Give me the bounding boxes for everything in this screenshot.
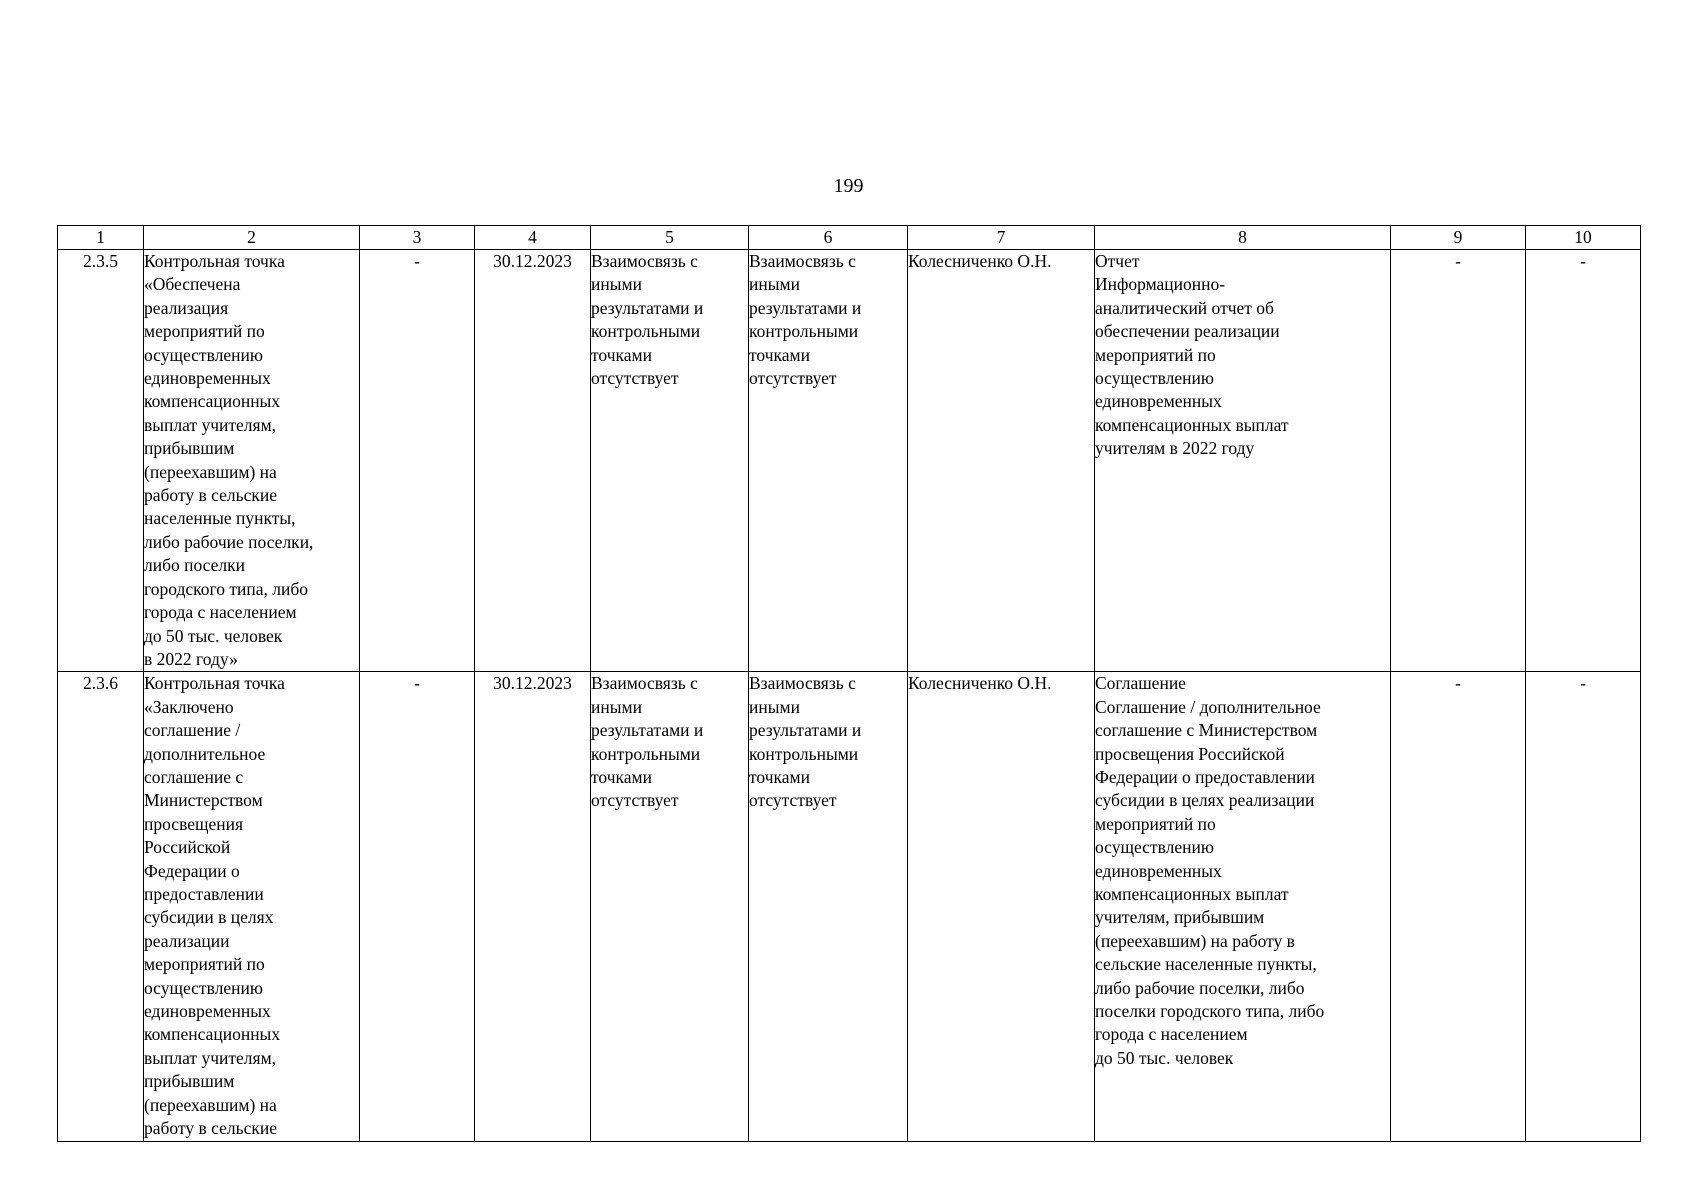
relation-text-6: Взаимосвязь с иными результатами и контрольными точками отсутствует — [749, 673, 862, 811]
control-point-name — [144, 672, 360, 1142]
document-text: Соглашение Соглашение / дополнительное соглашение с Министерством просвещения Российской Федерации о предоставлении субсидии в целях реализации мероприятий по осуществлению единовременных компенсационных выплат учителям, прибывшим (переехавшим) на работу в сельские населенные пункты, либо рабочие поселки, либо поселки городского типа, либо города с населением до 50 тыс. человек — [1095, 673, 1325, 1068]
row-number: 2.3.5 — [58, 250, 144, 672]
header-col-4: 4 — [475, 226, 591, 250]
relation-text-6: Взаимосвязь с иными результатами и контрольными точками отсутствует — [749, 251, 862, 389]
table-row — [58, 672, 1641, 1142]
deadline-date: 30.12.2023 — [475, 672, 591, 1142]
header-col-8: 8 — [1095, 226, 1391, 250]
document-text: Отчет Информационно- аналитический отчет об обеспечении реализации мероприятий по осуществлению единовременных компенсационных выплат учителям в 2022 году — [1095, 251, 1289, 459]
document-cell — [1095, 250, 1391, 672]
control-point-name-text: Контрольная точка «Обеспечена реализация мероприятий по осуществлению единовременных компенсационных выплат учителям, прибывшим (переехавшим) на работу в сельские населенные пункты, либо рабочие поселки, либо поселки городского типа, либо города с населением до 50 тыс. человек в 2022 году» — [144, 251, 314, 669]
header-col-6: 6 — [749, 226, 908, 250]
cell-col-9: - — [1391, 672, 1526, 1142]
control-point-name-text: Контрольная точка «Заключено соглашение / дополнительное соглашение с Министерством просвещения Российской Федерации о предоставлении субсидии в целях реализации мероприятий по осуществлению единовременных компенсационных выплат учителям, прибывшим (переехавшим) на работу в сельские — [144, 673, 285, 1139]
cell-col-3: - — [360, 672, 475, 1142]
header-col-9: 9 — [1391, 226, 1526, 250]
header-col-2: 2 — [144, 226, 360, 250]
cell-col-10: - — [1526, 250, 1641, 672]
cell-col-9: - — [1391, 250, 1526, 672]
control-points-table — [57, 225, 1641, 1142]
header-col-3: 3 — [360, 226, 475, 250]
responsible-person: Колесниченко О.Н. — [908, 672, 1095, 1142]
table-row — [58, 250, 1641, 672]
cell-col-10: - — [1526, 672, 1641, 1142]
relation-cell-5 — [591, 672, 749, 1142]
document-cell — [1095, 672, 1391, 1142]
table-header-row — [58, 226, 1641, 250]
relation-cell-6 — [749, 672, 908, 1142]
relation-cell-5 — [591, 250, 749, 672]
control-point-name — [144, 250, 360, 672]
header-col-5: 5 — [591, 226, 749, 250]
page-number: 199 — [833, 175, 864, 197]
relation-cell-6 — [749, 250, 908, 672]
header-col-7: 7 — [908, 226, 1095, 250]
cell-col-3: - — [360, 250, 475, 672]
responsible-person: Колесниченко О.Н. — [908, 250, 1095, 672]
relation-text-5: Взаимосвязь с иными результатами и контрольными точками отсутствует — [591, 673, 704, 811]
relation-text-5: Взаимосвязь с иными результатами и контрольными точками отсутствует — [591, 251, 704, 389]
header-col-1: 1 — [58, 226, 144, 250]
deadline-date: 30.12.2023 — [475, 250, 591, 672]
row-number: 2.3.6 — [58, 672, 144, 1142]
header-col-10: 10 — [1526, 226, 1641, 250]
